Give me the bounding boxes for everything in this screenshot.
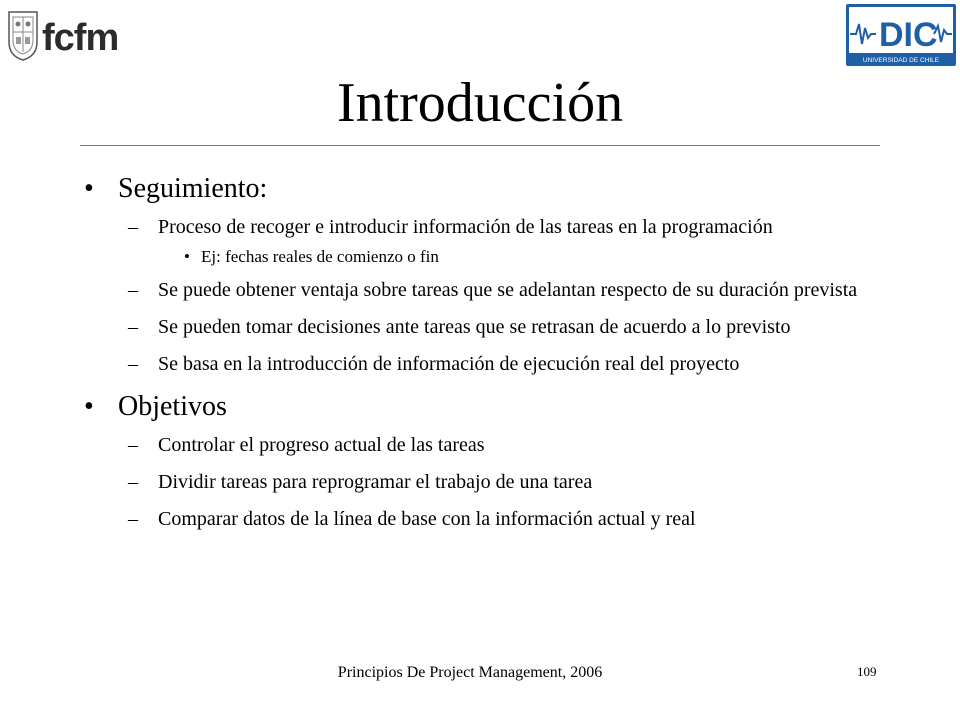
list-item bbox=[80, 279, 870, 302]
list-item-text: Comparar datos de la línea de base con la información actual y real bbox=[158, 508, 696, 530]
list-item-text: Controlar el progreso actual de las tareas bbox=[158, 434, 485, 456]
dic-logo-subtext: UNIVERSIDAD DE CHILE bbox=[862, 57, 940, 64]
fcfm-logo-text: fcfm bbox=[42, 17, 119, 59]
dic-logo-text: DIC bbox=[879, 16, 938, 54]
bullet-icon: • bbox=[84, 173, 94, 204]
bullet-icon: • bbox=[184, 247, 190, 266]
list-item-text: Proceso de recoger e introducir información de las tareas en la programación bbox=[158, 216, 773, 238]
dic-logo bbox=[846, 4, 956, 66]
section-heading bbox=[80, 172, 870, 206]
section-heading bbox=[80, 390, 870, 424]
list-item bbox=[80, 353, 870, 376]
title-divider bbox=[80, 145, 880, 146]
dash-icon: – bbox=[128, 434, 138, 456]
dic-logo-graphic bbox=[846, 4, 956, 66]
list-item bbox=[80, 316, 870, 339]
slide-title: Introducción bbox=[336, 72, 624, 134]
list-item-text: Dividir tareas para reprogramar el trabajo de una tarea bbox=[158, 471, 593, 493]
dash-icon: – bbox=[128, 316, 138, 338]
bullet-icon: • bbox=[84, 391, 94, 422]
dash-icon: – bbox=[128, 216, 138, 238]
list-item bbox=[80, 508, 870, 531]
dash-icon: – bbox=[128, 508, 138, 530]
dash-icon: – bbox=[128, 353, 138, 375]
sub-list-item bbox=[80, 247, 870, 267]
slide-body bbox=[80, 172, 870, 545]
section-heading-text: Seguimiento: bbox=[118, 173, 268, 204]
slide-footer: Principios De Project Management, 2006 bbox=[337, 664, 603, 681]
list-item bbox=[80, 434, 870, 457]
dash-icon: – bbox=[128, 279, 138, 301]
fcfm-logo bbox=[6, 8, 119, 70]
list-item-text: Se pueden tomar decisiones ante tareas que se retrasan de acuerdo a lo previsto bbox=[158, 316, 791, 338]
page-number: 109 bbox=[857, 664, 877, 679]
list-item-text: Se basa en la introducción de información de ejecución real del proyecto bbox=[158, 353, 740, 375]
dash-icon: – bbox=[128, 471, 138, 493]
section-heading-text: Objetivos bbox=[118, 391, 227, 422]
sub-list-item-text: Ej: fechas reales de comienzo o fin bbox=[201, 247, 439, 266]
university-seal-icon bbox=[6, 8, 40, 62]
list-item bbox=[80, 471, 870, 494]
list-item bbox=[80, 216, 870, 239]
list-item-text: Se puede obtener ventaja sobre tareas que se adelantan respecto de su duración prevista bbox=[158, 279, 858, 301]
